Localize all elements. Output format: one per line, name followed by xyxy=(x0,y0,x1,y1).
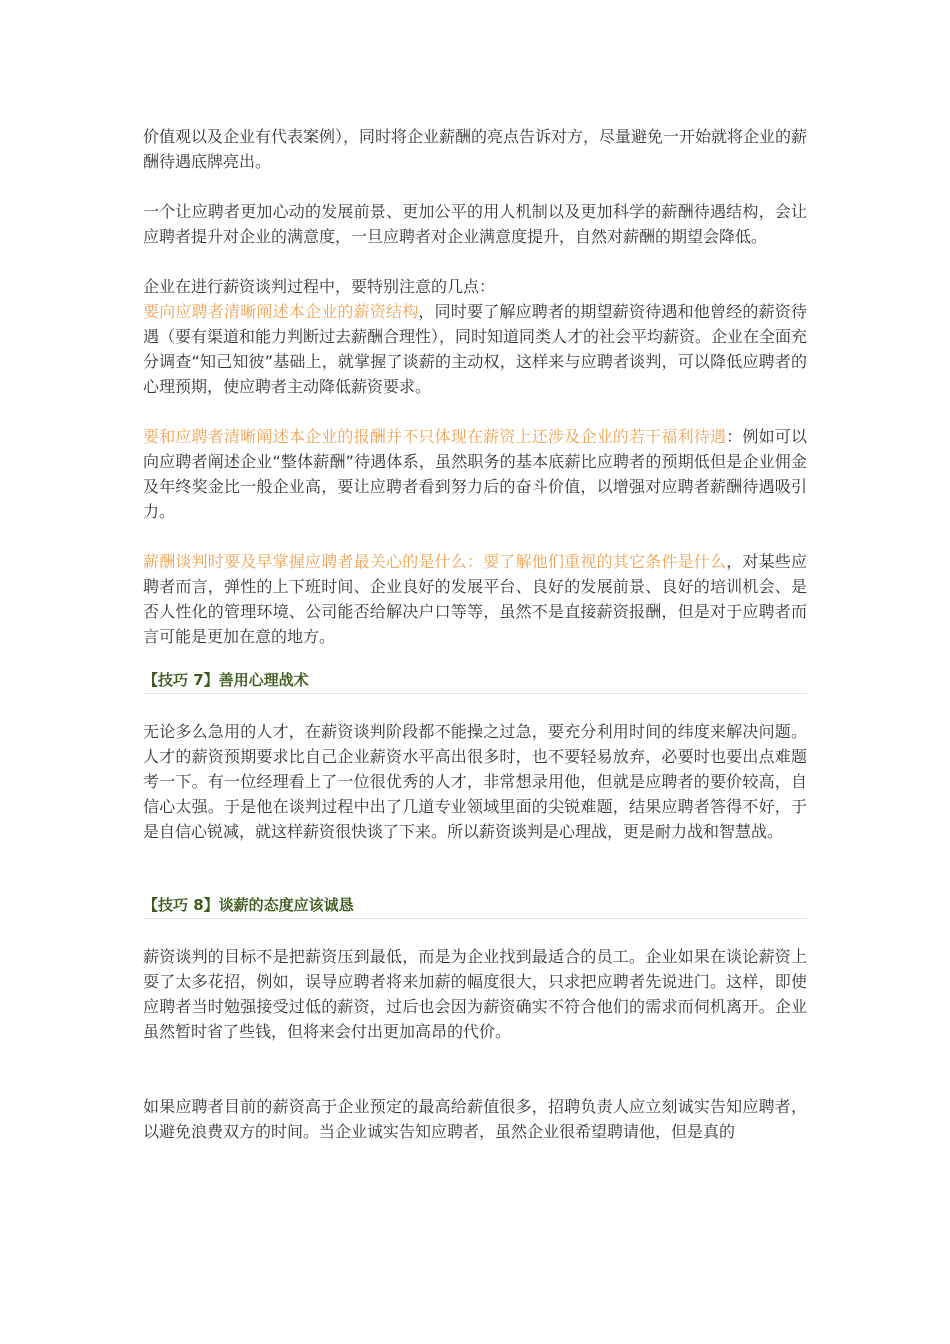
paragraph-concerns xyxy=(143,549,807,649)
paragraph-salary-structure xyxy=(143,299,807,399)
paragraph-sincere-goal: 薪资谈判的目标不是把薪资压到最低，而是为企业找到最适合的员工。企业如果在谈论薪资上耍了太多花招，例如，误导应聘者将来加薪的幅度很大，只求把应聘者先说进门。这样，即使应聘者当时勉强接受过低的薪资，过后也会因为薪资确实不符合他们的需求而伺机离开。企业虽然暂时省了些钱，但将来会付出更加高昂的代价。 xyxy=(143,947,807,1041)
paragraph-prospects: 一个让应聘者更加心动的发展前景、更加公平的用人机制以及更加科学的薪酬待遇结构，会让应聘者提升对企业的满意度，一旦应聘者对企业满意度提升，自然对薪酬的期望会降低。 xyxy=(143,202,807,246)
paragraph-honesty: 如果应聘者目前的薪资高于企业预定的最高给薪值很多，招聘负责人应立刻诚实告知应聘者，以避免浪费双方的时间。当企业诚实告知应聘者，虽然企业很希望聘请他，但是真的 xyxy=(143,1097,807,1141)
highlight-salary-structure: 要向应聘者清晰阐述本企业的薪资结构 xyxy=(143,302,419,321)
spacer xyxy=(143,694,807,719)
highlight-concerns: 薪酬谈判时要及早掌握应聘者最关心的是什么：要了解他们重视的其它条件是什么 xyxy=(143,552,727,571)
paragraph-welfare-text: ：例如可以向应聘者阐述企业“整体薪酬”待遇体系，虽然职务的基本底薪比应聘者的预期低但是企业佣金及年终奖金比一般企业高，要让应聘者看到努力后的奋斗价值，以增强对应聘者薪酬待遇吸引力。 xyxy=(143,427,807,521)
paragraph-concerns-text: ，对某些应聘者而言，弹性的上下班时间、企业良好的发展平台、良好的发展前景、良好的培训机会、是否人性化的管理环境、公司能否给解决户口等等，虽然不是直接薪资报酬，但是对于应聘者而言可能是更加在意的地方。 xyxy=(143,552,807,646)
document-body xyxy=(143,124,807,1144)
paragraph-values: 价值观以及企业有代表案例），同时将企业薪酬的亮点告诉对方，尽量避免一开始就将企业的薪酬待遇底牌亮出。 xyxy=(143,127,808,171)
spacer xyxy=(143,844,807,894)
spacer xyxy=(143,399,807,424)
spacer xyxy=(143,919,807,944)
spacer xyxy=(143,249,807,274)
heading-tip-7: 【技巧 7】善用心理战术 xyxy=(143,669,807,694)
spacer xyxy=(143,174,807,199)
paragraph-welfare xyxy=(143,424,807,524)
highlight-welfare: 要和应聘者清晰阐述本企业的报酬并不只体现在薪资上还涉及企业的若干福利待遇 xyxy=(143,427,727,446)
spacer xyxy=(143,1044,807,1094)
paragraph-attention-points: 企业在进行薪资谈判过程中，要特别注意的几点： xyxy=(143,277,496,296)
paragraph-psychology: 无论多么急用的人才，在薪资谈判阶段都不能操之过急，要充分利用时间的纬度来解决问题。人才的薪资预期要求比自己企业薪资水平高出很多时，也不要轻易放弃，必要时也要出点难题考一下。有一位经理看上了一位很优秀的人才，非常想录用他，但就是应聘者的要价较高，自信心太强。于是他在谈判过程中出了几道专业领域里面的尖锐难题，结果应聘者答得不好，于是自信心锐减，就这样薪资很快谈了下来。所以薪资谈判是心理战，更是耐力战和智慧战。 xyxy=(143,722,807,841)
spacer xyxy=(143,524,807,549)
spacer xyxy=(143,649,807,669)
heading-tip-8: 【技巧 8】谈薪的态度应该诚恳 xyxy=(143,894,807,919)
paragraph-salary-structure-text: ，同时要了解应聘者的期望薪资待遇和他曾经的薪资待遇（要有渠道和能力判断过去薪酬合理性），同时知道同类人才的社会平均薪资。企业在全面充分调查“知己知彼”基础上，就掌握了谈薪的主动权，这样来与应聘者谈判，可以降低应聘者的心理预期，使应聘者主动降低薪资要求。 xyxy=(143,302,808,396)
